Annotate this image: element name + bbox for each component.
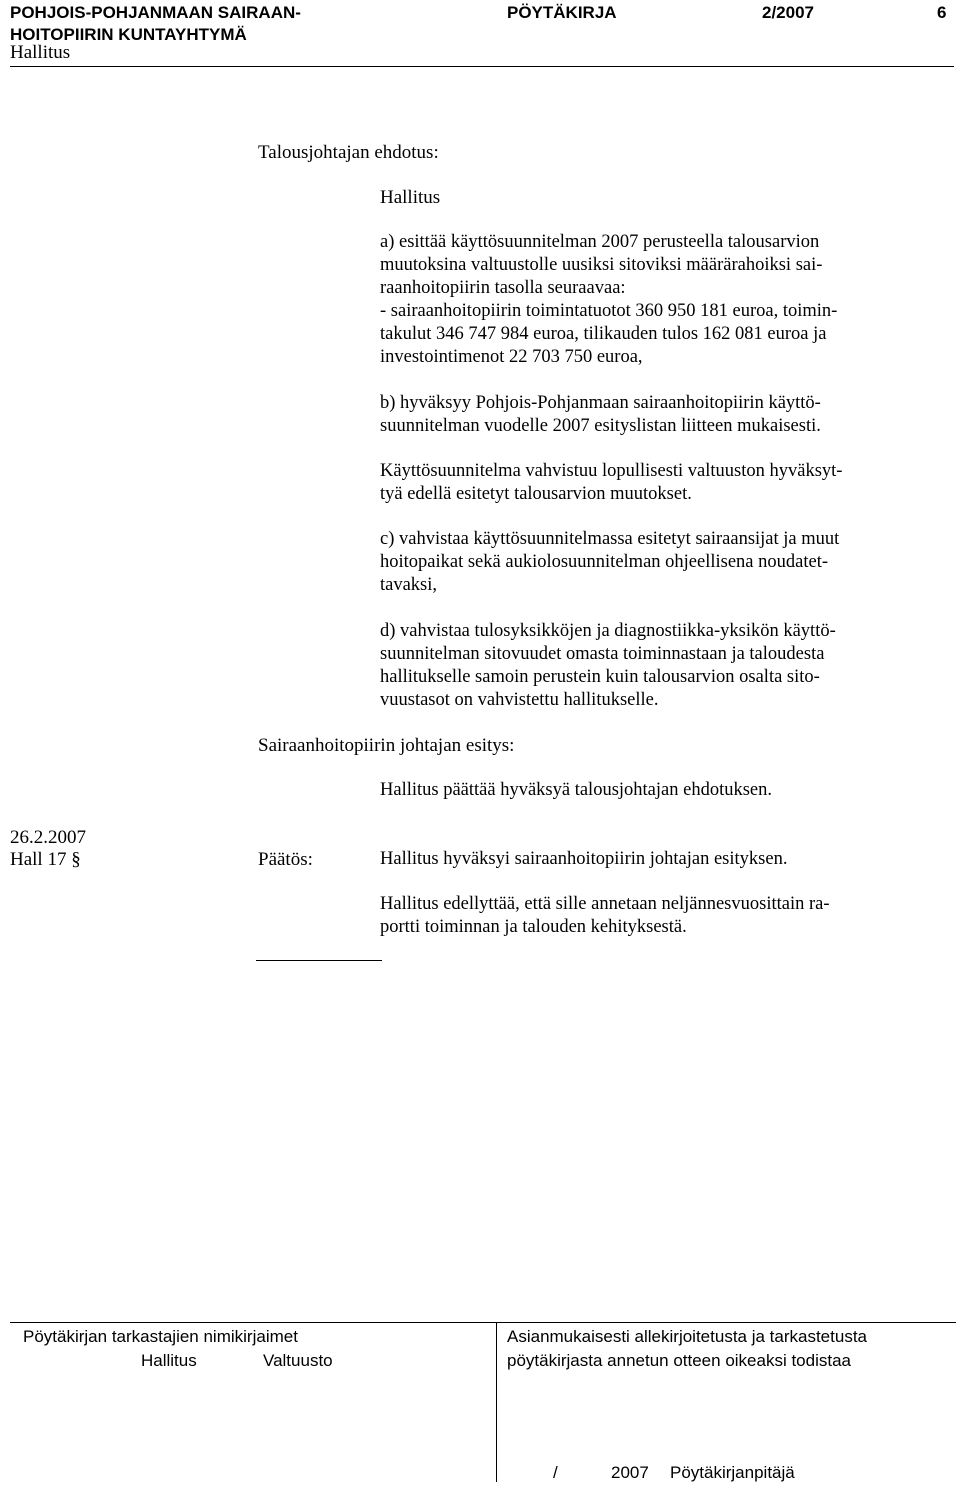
paragraph-b-line: suunnitelman vuodelle 2007 esityslistan liitteen mukaisesti. xyxy=(380,416,821,436)
paragraph-d-line: vuustasot on vahvistettu hallitukselle. xyxy=(380,690,659,710)
footer-divider xyxy=(496,1322,497,1482)
director-proposal-text: Hallitus päättää hyväksyä talousjohtajan ehdotuksen. xyxy=(380,780,772,800)
decision-note-line: portti toiminnan ja talouden kehityksestä. xyxy=(380,917,687,937)
meeting-date: 26.2.2007 xyxy=(10,827,86,848)
paragraph-a-line: a) esittää käyttösuunnitelman 2007 perusteella talousarvion xyxy=(380,232,820,252)
decision-note-line: Hallitus edellyttää, että sille annetaan neljännesvuosittain ra- xyxy=(380,894,830,914)
page-number: 6 xyxy=(937,3,947,22)
paragraph-a-line: muutoksina valtuustolle uusiksi sitoviksi määrärahoiksi sai- xyxy=(380,255,823,275)
footer-certify-line1: Asianmukaisesti allekirjoitetusta ja tarkastetusta xyxy=(507,1327,867,1346)
footer-col-hallitus: Hallitus xyxy=(141,1351,197,1370)
paragraph-c-line: c) vahvistaa käyttösuunnitelmassa esitetyt sairaansijat ja muut xyxy=(380,529,840,549)
paragraph-d-line: hallitukselle samoin perustein kuin talousarvion osalta sito- xyxy=(380,667,820,687)
proposal-heading: Talousjohtajan ehdotus: xyxy=(258,142,439,163)
footer-year: 2007 xyxy=(611,1463,649,1482)
paragraph-c-line: hoitopaikat sekä aukiolosuunnitelman ohjeellisena noudatet- xyxy=(380,552,828,572)
section-end-rule xyxy=(256,960,382,961)
doc-number: 2/2007 xyxy=(762,3,814,22)
footer-initials-label: Pöytäkirjan tarkastajien nimikirjaimet xyxy=(23,1327,298,1346)
paragraph-b xyxy=(380,392,950,438)
proposal-subject: Hallitus xyxy=(380,187,441,208)
footer-col-valtuusto: Valtuusto xyxy=(263,1351,333,1370)
paragraph-confirm-line: Käyttösuunnitelma vahvistuu lopullisesti valtuuston hyväksyt- xyxy=(380,461,843,481)
paragraph-b-line: b) hyväksyy Pohjois-Pohjanmaan sairaanhoitopiirin käyttö- xyxy=(380,393,821,413)
paragraph-confirm xyxy=(380,460,950,506)
paragraph-a-line: - sairaanhoitopiirin toimintatuotot 360 950 181 euroa, toimin- xyxy=(380,301,838,321)
org-name xyxy=(10,2,301,46)
paragraph-c-line: tavaksi, xyxy=(380,575,438,595)
paragraph-d-line: suunnitelman sitovuudet omasta toiminnastaan ja taloudesta xyxy=(380,644,825,664)
decision-text: Hallitus hyväksyi sairaanhoitopiirin johtajan esityksen. xyxy=(380,849,788,869)
paragraph-a xyxy=(380,231,950,369)
footer-date-slash: / xyxy=(553,1463,558,1482)
org-name-line2: HOITOPIIRIN KUNTAYHTYMÄ xyxy=(10,25,247,44)
org-name-line1: POHJOIS-POHJANMAAN SAIRAAN- xyxy=(10,3,301,22)
item-reference: Hall 17 § xyxy=(10,849,81,870)
header-rule xyxy=(10,66,954,67)
paragraph-a-line: investointimenot 22 703 750 euroa, xyxy=(380,347,643,367)
footer-rule xyxy=(10,1322,956,1323)
body-name: Hallitus xyxy=(10,42,71,63)
paragraph-c xyxy=(380,528,950,597)
decision-note xyxy=(380,893,950,939)
footer-certify-line2: pöytäkirjasta annetun otteen oikeaksi todistaa xyxy=(507,1351,852,1370)
doc-type: PÖYTÄKIRJA xyxy=(507,3,617,22)
paragraph-confirm-line: tyä edellä esitetyt talousarvion muutokset. xyxy=(380,484,692,504)
paragraph-d xyxy=(380,620,950,712)
paragraph-d-line: d) vahvistaa tulosyksikköjen ja diagnostiikka-yksikön käyttö- xyxy=(380,621,836,641)
paragraph-a-line: raanhoitopiirin tasolla seuraavaa: xyxy=(380,278,626,298)
director-heading: Sairaanhoitopiirin johtajan esitys: xyxy=(258,735,515,756)
footer-keeper: Pöytäkirjanpitäjä xyxy=(670,1463,795,1482)
paragraph-a-line: takulut 346 747 984 euroa, tilikauden tulos 162 081 euroa ja xyxy=(380,324,827,344)
decision-label: Päätös: xyxy=(258,849,313,870)
